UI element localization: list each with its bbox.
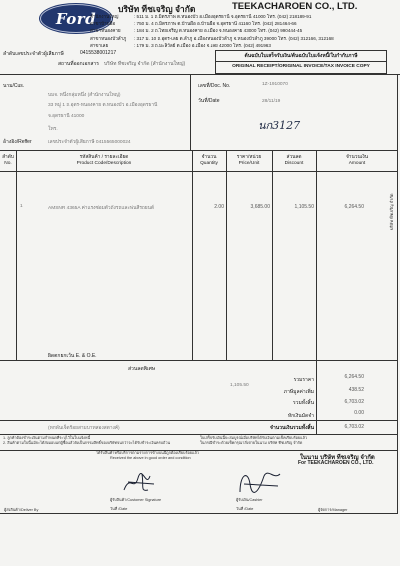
net-total-value: 6,703.02 (344, 424, 364, 430)
row-no: 1 (20, 204, 23, 209)
customer-signature-mark (120, 470, 160, 494)
table-top-line (0, 150, 398, 151)
table-header-line (0, 171, 398, 172)
customer-signature-label: ผู้รับสินค้า/Customer Signature (110, 498, 162, 502)
row-price: 3,685.00 (250, 204, 270, 210)
row-quantity: 2.00 (214, 204, 224, 210)
side-margin-text: บริษัท ทีชเจริญ จำกัด (389, 193, 394, 230)
company-name-th: บริษัท ทีชเจริญ จำกัด (118, 4, 196, 14)
grand-total-value: 6,703.02 (344, 399, 364, 405)
cashier-date-label: วันที่ /Date (236, 507, 254, 511)
vat-value: 438.52 (348, 387, 364, 393)
subtotal-value: 6,264.50 (344, 374, 364, 380)
col-divider (272, 150, 273, 360)
branch-item: สำนักงานใหญ่ : 511 ม. 1 ถ.มิตรภาพ ต.หนองบัว อ.เมืองอุดรธานี จ.อุดรธานี 41000 โทร. (042) 218189-91 (90, 14, 312, 19)
col-header-price: ราคา/หน่วย Price/Unit (236, 155, 262, 166)
manager-label: ผู้จัดการ/Manager (318, 508, 348, 512)
special-discount-label: ส่วนลดพิเศษ (128, 366, 156, 372)
seller-address-value: บริษัท ทีชเจริญ จำกัด (สำนักงานใหญ่) (104, 61, 186, 67)
amount-in-words: (หกพันเจ็ดร้อยสามบาทสองสตางค์) (48, 426, 120, 431)
customer-date-label: วันที่ /Date (110, 507, 128, 511)
net-total-label: จำนวนเงินรวมทั้งสิ้น (270, 425, 314, 431)
customer-doc-divider (190, 74, 191, 150)
deposit-value: 0.00 (354, 410, 364, 416)
received-note-th: ได้รับสินค้าหรือบริการตามรายการข้างบนนี้ถูกต้องเรียบร้อยแล้ว (96, 451, 199, 455)
net-total-line (0, 420, 398, 421)
customer-phone-label: โทร. (48, 127, 58, 132)
customer-address-line1: 33 หมู่ 1 ถ.อุดร-หนองคาย ต.หนองบัว อ.เมืองอุดรธานี (48, 103, 158, 108)
customer-label: นาม/Cus. (3, 83, 25, 89)
reference-value: เลขประจำตัวผู้เสียภาษี 0415565000024 (48, 140, 131, 145)
branch-item: สาขาหนองคาย : 184 ม. 2 ถ.ไทยเจริญ ต.หนองคาย อ.เมือง จ.หนองคาย 43000 โทร. (042) 990444-45 (90, 28, 303, 34)
grand-total-label: รวมทั้งสิ้น (293, 400, 314, 406)
errors-omissions-note: ผิดตกยกเว้น E. & O.E. (48, 353, 97, 359)
special-discount-value: 1,105.50 (230, 383, 249, 388)
row-discount: 1,105.50 (294, 204, 314, 210)
branch-item: สาขาหนองบัวลำภู : 317 ม. 10 ถ.อุดร-เลย ต.ลำภู อ.เมืองหนองบัวลำภู จ.หนองบัวลำภู 39000 โทร. (042) 312166, 312168 (90, 35, 334, 41)
received-note-en: Received the above in good order and condition (110, 456, 191, 460)
cashier-signature-mark (234, 466, 284, 496)
col-divider (226, 150, 227, 360)
col-header-no: ลำดับ No. (2, 155, 14, 166)
cashier-label: ผู้รับเงิน/Cashier (236, 498, 263, 502)
doc-no-label: เลขที่/Doc. No. (198, 83, 231, 89)
col-header-amount: จำนวนเงิน Amount (345, 155, 369, 166)
col-divider (192, 150, 193, 360)
totals-top-line (0, 360, 398, 361)
col-header-quantity: จำนวน Quantity (200, 155, 218, 166)
col-header-description: รหัสสินค้า / รายละเอียด Product Code/Description (76, 155, 132, 166)
doc-date-value: 28/11/19 (262, 99, 281, 104)
col-header-discount: ส่วนลด Discount (284, 155, 304, 166)
company-signature-th: ในนาม บริษัท ทีชเจริญ จำกัด (300, 455, 375, 461)
seller-taxid-value: 0415538001217 (80, 50, 117, 56)
handwritten-note: นก3127 (258, 119, 301, 132)
totals-divider (316, 360, 317, 434)
row-amount: 6,264.50 (344, 204, 364, 210)
vat-label: ภาษีมูลค่าเพิ่ม (283, 389, 314, 395)
subtotal-label: รวมราคา (293, 377, 314, 383)
signature-top-line (0, 450, 398, 451)
row-description: AMSNR 4365A ค่าแรงซ่อมตัวถังรถและพ่นสีรถยนต์ (48, 206, 155, 211)
document-title-box (215, 50, 387, 74)
doc-date-label: วันที่/Date (198, 98, 220, 104)
totals-bottom-line (0, 434, 398, 435)
document-title-en: ORIGINAL RECEIPT/ORIGINAL INVOICE/TAX INVOICE COPY (216, 61, 386, 72)
deposit-label: หักเงินมัดจำ (287, 413, 314, 419)
customer-name: บมจ. หนึ่งกลุ่มหนึ่ง (สำนักงานใหญ่) (48, 93, 121, 98)
reference-label: อ้างอิง/Reffer (3, 139, 32, 145)
branch-item: สาขาเลย : 179 ม. 3 ถ.มะลิวัลย์ ต.เมือง อ.เมือง จ.เลย 42000 โทร. (042) 491963 (90, 42, 271, 48)
col-divider (16, 150, 17, 360)
col-divider (316, 150, 317, 360)
branch-list (90, 13, 390, 49)
ford-logo-text: Ford (55, 9, 97, 28)
terms-left: 1. ลูกค้าต้องชำระเงินตามกำหนดที่ระบุไว้ในใบแจ้งหนี้ 2. สินค้าตามใบนี้แม้จะได้ส่งมอบแก่ผู้ซื้อแล้วยังเป็นกรรมสิทธิ์ของบริษัทจนกว่าจะได้รับชำระเงินครบถ้วน (3, 436, 171, 445)
company-name-en: TEEKACHAROEN CO., LTD. (232, 1, 358, 12)
doc-no-value: 1Z-1910070 (262, 82, 288, 87)
deliver-by-label: ผู้ส่งสินค้า/Deliver By (4, 508, 39, 512)
branch-item: สาขาบ้านผือ : 750 ม. 4 ถ.มิตรภาพ ต.บ้านผือ อ.บ้านผือ จ.อุดรธานี 41160 โทร. (042) 281464-66 (90, 21, 297, 27)
seller-taxid-label: ลำดับเลขประจำตัวผู้เสียภาษี (3, 51, 64, 57)
seller-address-label: สถานที่ออกเอกสาร (58, 61, 99, 67)
document-title-th: ต้นฉบับใบเสร็จรับเงิน/ต้นฉบับใบแจ้งหนี้/ใบกำกับภาษี (244, 53, 358, 59)
customer-address-line2: จ.อุดรธานี 41000 (48, 114, 85, 119)
company-signature-en: For TEEKACHAROEN CO., LTD. (298, 460, 374, 466)
terms-right: ใบเสร็จรับเงินนี้จะสมบูรณ์เมื่อบริษัทได้รับเงินตามเช็คเรียบร้อยแล้ว ในกรณีชำระด้วยเช็คกรุณาสั่งจ่ายในนาม บริษัท ทีชเจริญ จำกัด (200, 436, 308, 445)
